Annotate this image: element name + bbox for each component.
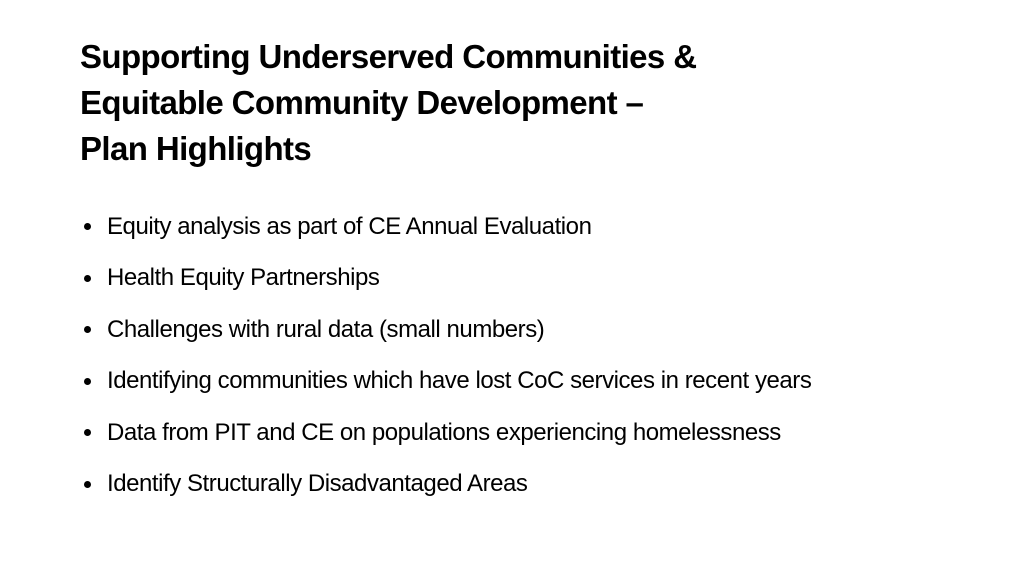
bullet-text: Health Equity Partnerships <box>107 264 380 292</box>
title-line: Plan Highlights <box>80 130 312 167</box>
slide-title <box>80 34 980 172</box>
bullet-item <box>80 407 1000 459</box>
bullet-dot-icon <box>84 378 91 385</box>
bullet-text: Equity analysis as part of CE Annual Evaluation <box>107 212 592 240</box>
bullet-text: Challenges with rural data (small numbers) <box>107 315 545 343</box>
bullet-text: Data from PIT and CE on populations experiencing homelessness <box>107 418 781 446</box>
bullet-list <box>80 201 1000 510</box>
bullet-item <box>80 304 1000 356</box>
bullet-dot-icon <box>84 223 91 230</box>
bullet-item <box>80 356 1000 408</box>
bullet-dot-icon <box>84 326 91 333</box>
title-line: Supporting Underserved Communities & <box>80 38 697 75</box>
bullet-text: Identify Structurally Disadvantaged Areas <box>107 470 528 498</box>
bullet-dot-icon <box>84 481 91 488</box>
bullet-item <box>80 253 1000 305</box>
bullet-dot-icon <box>84 429 91 436</box>
bullet-text: Identifying communities which have lost CoC services in recent years <box>107 367 812 395</box>
bullet-item <box>80 459 1000 511</box>
bullet-dot-icon <box>84 275 91 282</box>
bullet-item <box>80 201 1000 253</box>
title-line: Equitable Community Development – <box>80 84 644 121</box>
